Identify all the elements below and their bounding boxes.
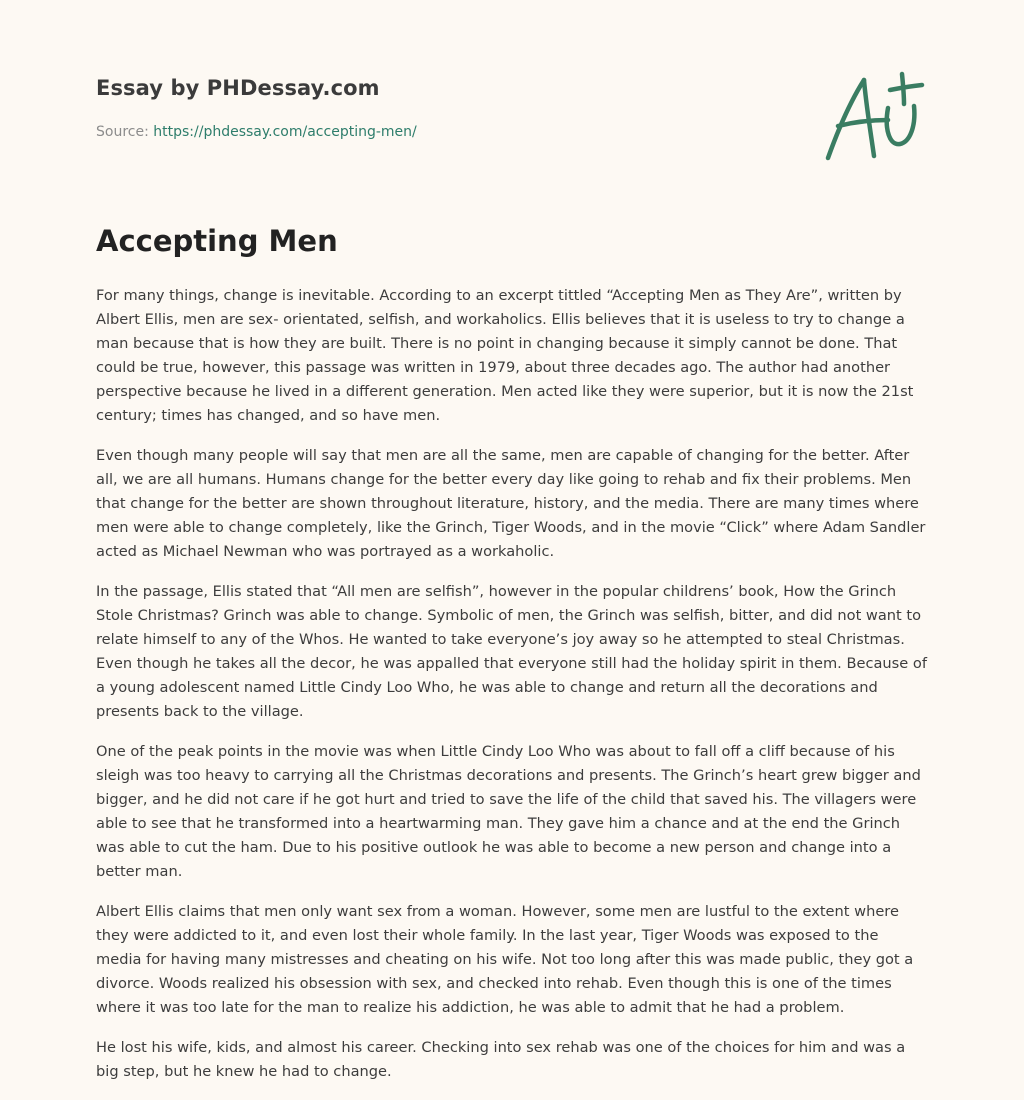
source-line: [96, 124, 417, 140]
essay-paragraph: Even though many people will say that men are all the same, men are capable of changing for the better. After all, we are all humans. Humans change for the better every day like going to rehab and fix their problems. Men that change for the better are shown throughout literature, history, and the media. There are many times where men were able to change completely, like the Grinch, Tiger Woods, and in the movie “Click” where Adam Sandler acted as Michael Newman who was portrayed as a workaholic.: [96, 447, 926, 560]
essay-paragraph: One of the peak points in the movie was when Little Cindy Loo Who was about to fall off a cliff because of his sleigh was too heavy to carrying all the Christmas decorations and presents. The Grinch’s heart grew bigger and bigger, and he did not care if he got hurt and tried to save the life of the child that saved his. The villagers were able to see that he transformed into a heartwarming man. They gave him a chance and at the end the Grinch was able to cut the ham. Due to his positive outlook he was able to become a new person and change into a better man.: [96, 743, 921, 880]
essay-title: Accepting Men: [96, 224, 338, 258]
essay-paragraph: For many things, change is inevitable. According to an excerpt tittled “Accepting Men as They Are”, written by Albert Ellis, men are sex- orientated, selfish, and workaholics. Ellis believes that it is useless to try to change a man because that is how they are built. There is no point in changing because it simply cannot be done. That could be true, however, this passage was written in 1979, about three decades ago. The author had another perspective because he lived in a different generation. Men acted like they were superior, but it is now the 21st century; times has changed, and so have men.: [96, 287, 914, 424]
source-link[interactable]: https://phdessay.com/accepting-men/: [153, 124, 417, 140]
essay-paragraph: In the passage, Ellis stated that “All men are selfish”, however in the popular childrens’ book, How the Grinch Stole Christmas? Grinch was able to change. Symbolic of men, the Grinch was selfish, bitter, and did not want to relate himself to any of the Whos. He wanted to take everyone’s joy away so he attempted to steal Christmas. Even though he takes all the decor, he was appalled that everyone still had the holiday spirit in them. Because of a young adolescent named Little Cindy Loo Who, he was able to change and return all the decorations and presents back to the village.: [96, 583, 927, 720]
brand-title: Essay by PHDessay.com: [96, 76, 380, 100]
essay-paragraph: Albert Ellis claims that men only want sex from a woman. However, some men are lustful to the extent where they were addicted to it, and even lost their whole family. In the last year, Tiger Woods was exposed to the media for having many mistresses and cheating on his wife. Not too long after this was made public, they got a divorce. Woods realized his obsession with sex, and checked into rehab. Even though this is one of the times where it was too late for the man to realize his addiction, he was able to admit that he had a problem.: [96, 903, 914, 1016]
a-plus-logo-icon: [824, 68, 926, 164]
essay-paragraph: He lost his wife, kids, and almost his career. Checking into sex rehab was one of the choices for him and was a big step, but he knew he had to change.: [96, 1039, 906, 1080]
essay-body: [96, 284, 928, 1100]
source-label: Source:: [96, 124, 149, 140]
